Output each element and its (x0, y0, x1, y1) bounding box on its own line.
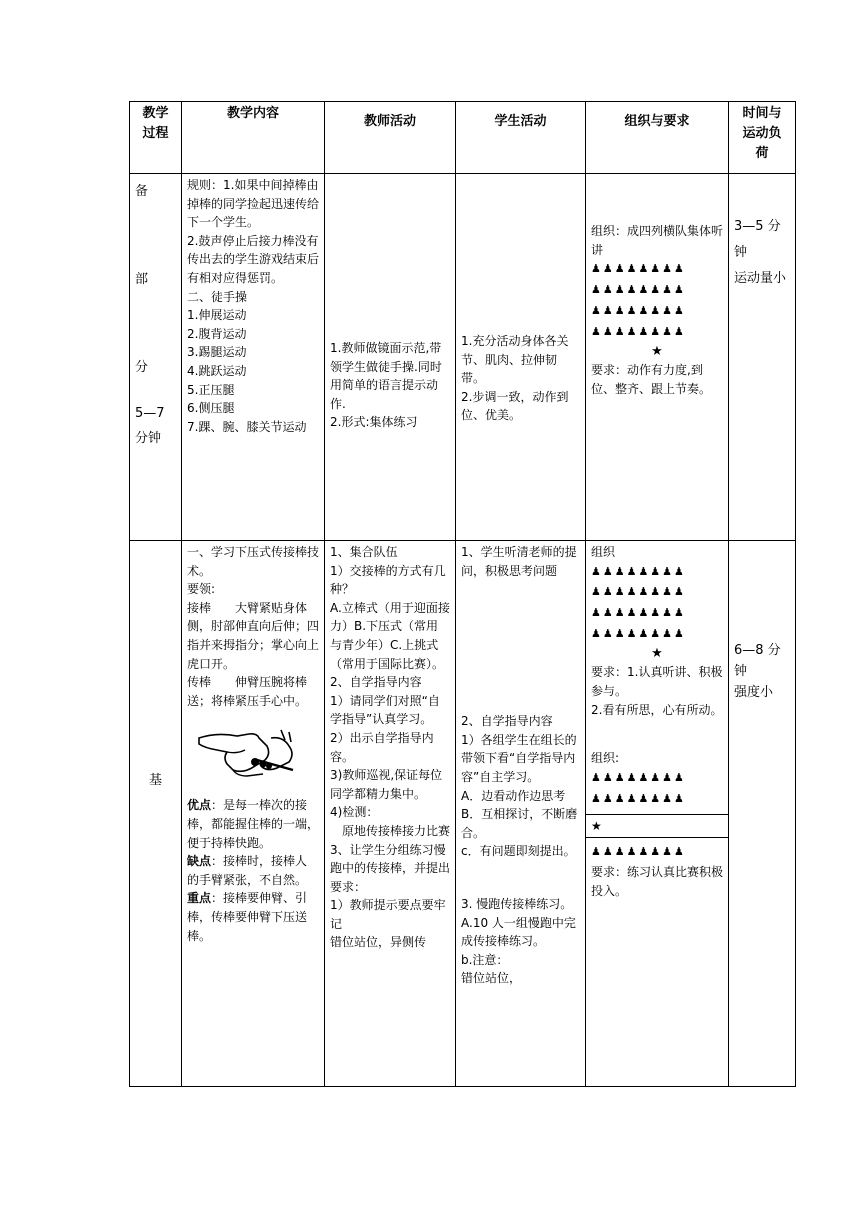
advantage-text: 优点：是每一棒次的接棒，都能握住棒的一端，便于持棒快跑。 (187, 798, 320, 850)
organization-cell-2 (586, 541, 729, 1087)
formation-row: ♟♟♟♟♟♟♟♟ (591, 770, 686, 784)
formation-row: ♟♟♟♟♟♟♟♟ (591, 845, 686, 859)
teacher-cell-1: 1.教师做镜面示范,带领学生做徒手操.同时用简单的语言提示动作. 2.形式:集体练习 (325, 174, 456, 541)
time-cell-1: 3—5 分钟 运动量小 (729, 174, 796, 541)
key-point-label: 重点 (187, 891, 212, 906)
formation-row: ♟♟♟♟♟♟♟♟ (591, 791, 686, 805)
org2-requirement: 要求：练习认真比赛积极投入。 (591, 864, 724, 898)
header-content: 教学内容 (182, 102, 325, 174)
header-student: 学生活动 (456, 102, 586, 174)
disadvantage-text: 缺点：接棒时，接棒人的手臂紧张，不自然。 (187, 854, 308, 887)
formation-row: ♟♟♟♟♟♟♟♟ (591, 324, 686, 338)
row-preparation (130, 174, 796, 541)
org-requirement: 要求：动作有力度,到位、整齐、跟上节奏。 (591, 362, 712, 396)
technique-text: 一、学习下压式传接棒技术。 要领: 接棒 大臂紧贴身体侧，肘部伸直向后伸；四指并来拇指分；掌心向上虎口开。 传棒 伸臂压腕将棒送；将棒紧压手心中。 (187, 545, 320, 708)
teacher-star-icon: ★ (586, 814, 728, 839)
process-char: 分 (135, 360, 149, 376)
formation-row: ♟♟♟♟♟♟♟♟ (591, 606, 686, 620)
header-organization: 组织与要求 (586, 102, 729, 174)
formation-row: ♟♟♟♟♟♟♟♟ (591, 283, 686, 297)
header-process: 教学 过程 (130, 102, 182, 174)
header-row (130, 102, 796, 174)
header-time: 时间与 运动负 荷 (729, 102, 796, 174)
row-basic (130, 541, 796, 1087)
formation-row: ♟♟♟♟♟♟♟♟ (591, 585, 686, 599)
disadvantage-label: 缺点 (187, 854, 212, 869)
key-point-text: 重点：接棒要伸臂、引棒，传棒要伸臂下压送棒。 (187, 891, 308, 943)
org-title: 组织 (591, 545, 616, 559)
student-cell-2 (456, 541, 586, 1087)
process-char: 部 (135, 272, 149, 288)
teacher-cell-2: 1、集合队伍 1）交接棒的方式有几种？ A.立棒式（用于迎面接力）B.下压式（常用与青少年）C.上挑式（常用于国际比赛）。 2、自学指导内容 1）请同学们对照“自学指导”认真学习。 2）出示自学指导内容。 3)教师巡视,保证每位同学都精力集中。 4)检测： 原地传接棒接力比赛 3、让学生分组练习慢跑中的传接棒，并提出要求： 1）教师提示要点要牢记 错位站位，异侧传 (325, 541, 456, 1087)
process-char: 备 (135, 184, 149, 199)
formation-row: ♟♟♟♟♟♟♟♟ (591, 303, 686, 317)
header-teacher: 教师活动 (325, 102, 456, 174)
student-cell-1: 1.充分活动身体各关节、肌肉、拉伸韧带。 2.步调一致，动作到位、优美。 (456, 174, 586, 541)
student-step-1: 1、学生听清老师的提问，积极思考问题 (461, 545, 577, 578)
organization-cell-1 (586, 174, 729, 541)
content-cell-2 (182, 541, 325, 1087)
time-cell-2: 6—8 分钟 强度小 (729, 541, 796, 1087)
student-step-3: 3. 慢跑传接棒练习。 A.10 人一组慢跑中完成传接棒练习。 b.注意： 错位站位， (461, 896, 576, 986)
formation-row: ♟♟♟♟♟♟♟♟ (591, 564, 686, 578)
process-cell-2: 基 (130, 541, 182, 1087)
teacher-star-icon: ★ (651, 343, 663, 359)
baton-pass-illustration (197, 724, 302, 786)
formation-row: ♟♟♟♟♟♟♟♟ (591, 627, 686, 641)
student-step-2: 2、自学指导内容 1）各组学生在组长的带领下看“自学指导内容”自主学习。 A．边看动作边思考 B．互相探讨，不断磨合。 c．有问题即刻提出。 (461, 714, 578, 859)
formation-row: ♟♟♟♟♟♟♟♟ (591, 262, 686, 276)
org-title: 组织：成四列横队集体听讲 (591, 224, 724, 257)
process-cell-1 (130, 174, 182, 541)
teacher-star-icon: ★ (651, 646, 663, 662)
content-cell-1: 规则：1.如果中间掉棒由掉棒的同学捡起迅速传给下一个学生。 2.鼓声停止后接力棒没有传出去的学生游戏结束后有相对应得惩罚。 二、徒手操 1.伸展运动 2.腹背运动 3.踢腿运动 4.跳跃运动 5.正压腿 6.侧压腿 7.踝、腕、膝关节运动 (182, 174, 325, 541)
advantage-label: 优点 (187, 798, 212, 813)
process-duration: 5—7 分钟 (135, 406, 165, 447)
org2-title: 组织: (591, 751, 620, 766)
org-requirement: 要求：1.认真听讲、积极参与。 2.看有所思，心有所动。 (591, 665, 723, 717)
lesson-plan-table (129, 101, 796, 1087)
